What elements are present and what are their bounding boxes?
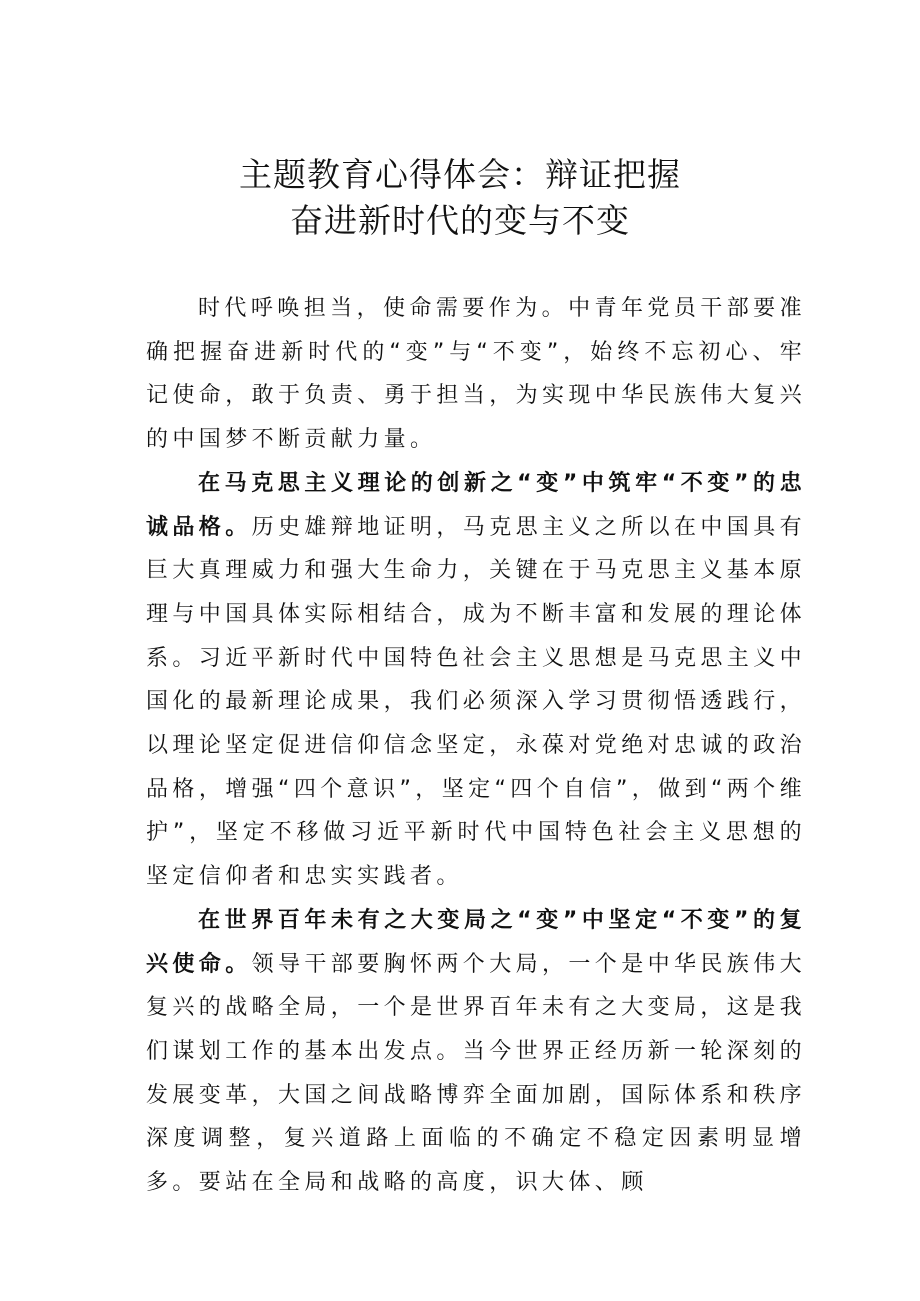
title-line-1: 主题教育心得体会：辩证把握	[239, 155, 681, 194]
paragraph-text: 领导干部要胸怀两个大局，一个是中华民族伟大复兴的战略全局，一个是世界百年未有之大变局，这是我们谋划工作的基本出发点。当今世界正经历新一轮深刻的发展变革，大国之间战略博弈全面加剧，国际体系和秩序深度调整，复兴道路上面临的不确定不稳定因素明显增多。要站在全局和战略的高度，识大体、顾	[146, 951, 807, 1196]
title-line-2: 奋进新时代的变与不变	[290, 201, 630, 240]
paragraph-intro	[146, 287, 806, 462]
paragraph-lead: 在世界百年未有之大变局之“变”中坚定“不变”的复兴使命。	[146, 907, 806, 977]
paragraph-marxism	[146, 462, 806, 899]
paragraph-text: 时代呼唤担当，使命需要作为。中青年党员干部要准确把握奋进新时代的“变”与“不变”，始终不忘初心、牢记使命，敢于负责、勇于担当，为实现中华民族伟大复兴的中国梦不断贡献力量。	[146, 296, 807, 453]
paragraph-lead: 在马克思主义理论的创新之“变”中筑牢“不变”的忠诚品格。	[146, 470, 806, 540]
document-body	[146, 287, 806, 1205]
paragraph-great-changes	[146, 899, 806, 1205]
paragraph-text: 历史雄辩地证明，马克思主义之所以在中国具有巨大真理威力和强大生命力，关键在于马克思主义基本原理与中国具体实际相结合，成为不断丰富和发展的理论体系。习近平新时代中国特色社会主义思想是马克思主义中国化的最新理论成果，我们必须深入学习贯彻悟透践行，以理论坚定促进信仰信念坚定，永葆对党绝对忠诚的政治品格，增强“四个意识”，坚定“四个自信”，做到“两个维护”，坚定不移做习近平新时代中国特色社会主义思想的坚定信仰者和忠实实践者。	[146, 514, 807, 890]
document-title	[0, 152, 920, 244]
